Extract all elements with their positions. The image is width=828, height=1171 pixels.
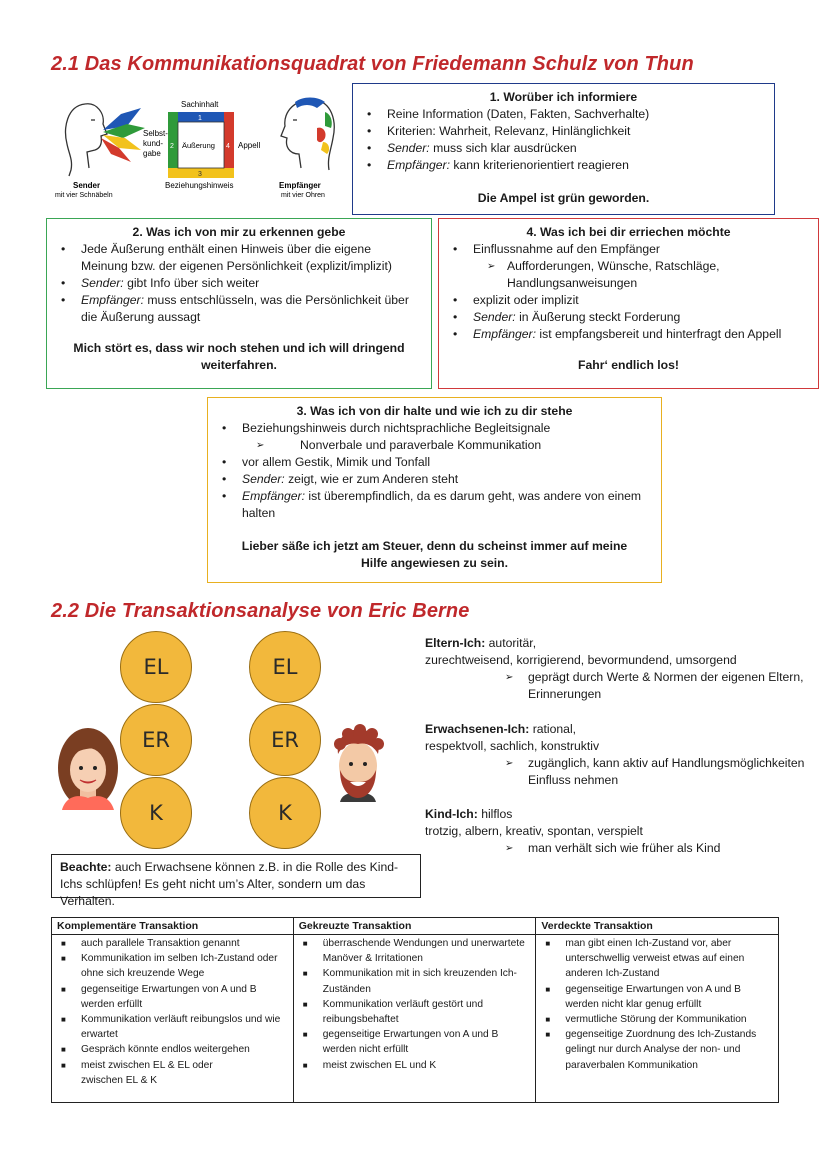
box3-title: 3. Was ich von dir halte und wie ich zu dir stehe [296, 404, 573, 418]
box4-empf-label: Empfänger: [473, 327, 537, 341]
label-n1: 1 [198, 115, 202, 122]
section2-title: 2.2 Die Transaktionsanalyse von Eric Berne [51, 600, 470, 622]
coin-left-er [120, 704, 192, 776]
ear-red-icon [317, 128, 326, 143]
erwachsenen-text: rational, [529, 722, 577, 736]
box2-example: Mich stört es, dass wir noch stehen und ich will dringend weiterfahren. [73, 341, 405, 372]
label-beziehungshinweis: Beziehungshinweis [165, 181, 234, 190]
eltern-ich-description [425, 635, 805, 703]
list-item: ■ gegenseitige Erwartungen von A und B werden erfüllt [55, 982, 290, 1012]
list-item: ■ auch parallele Transaktion genannt [55, 936, 290, 951]
list-item: ■ gegenseitige Zuordnung des Ich-Zustands gelingt nur durch Analyse der non- und paraverbalen Kommunikation [539, 1027, 775, 1073]
coin-left-er-label: ER [142, 728, 170, 752]
box4-item-sender [449, 309, 808, 326]
eltern-text: autoritär, [485, 636, 537, 650]
box1-list [363, 106, 764, 174]
label-sachinhalt: Sachinhalt [181, 100, 219, 109]
cell-komplementaer [52, 935, 294, 1103]
coin-left-el-label: EL [143, 655, 169, 679]
erwachsenen-sub: ➢ zugänglich, kann aktiv auf Handlungsmöglichkeiten Einfluss nehmen [425, 755, 805, 789]
box2-item-empfaenger [57, 292, 421, 326]
box2-list [57, 241, 421, 326]
erwachsenen-ich-description [425, 721, 805, 789]
eltern-line2: zurechtweisend, korrigierend, bevormundend, umsorgend [425, 653, 737, 667]
cell-verdeckt [536, 935, 779, 1103]
coin-left-k-label: K [149, 801, 163, 825]
box3-sub-1: ➢ Nonverbale und paraverbale Kommunikation [218, 437, 651, 454]
coin-right-er [249, 704, 321, 776]
list-item: ■ vermutliche Störung der Kommunikation [539, 1012, 775, 1027]
label-selbstkundgabe-3: gabe [143, 149, 161, 158]
box1-empf-text: kann kriterienorientiert reagieren [450, 158, 629, 172]
man-avatar-icon [326, 724, 390, 808]
table-header-row [52, 918, 779, 935]
ear-blue-icon [295, 98, 325, 109]
coin-right-er-label: ER [271, 728, 299, 752]
list-item: ■ meist zwischen EL & EL oder zwischen EL & K [55, 1058, 290, 1088]
box3-empf-label: Empfänger: [242, 489, 306, 503]
label-aeusserung: Äußerung [182, 141, 215, 150]
label-n4: 4 [226, 143, 230, 150]
box1-item-1: • Reine Information (Daten, Fakten, Sachverhalte) [363, 106, 764, 123]
list-item: ■ Kommunikation verläuft gestört und reibungsbehaftet [297, 997, 533, 1027]
ear-green-icon [325, 112, 332, 128]
kind-line2: trotzig, albern, kreativ, spontan, verspielt [425, 824, 643, 838]
kind-sub: ➢ man verhält sich wie früher als Kind [425, 840, 805, 857]
note-text: auch Erwachsene können z.B. in die Rolle des Kind-Ichs schlüpfen! Es geht nicht um’s Alter, sondern um das Verhalten. [60, 860, 399, 908]
label-n2: 2 [170, 143, 174, 150]
label-empfaenger: Empfänger [279, 181, 321, 190]
kind-ich-description [425, 806, 805, 857]
coin-right-k-label: K [278, 801, 292, 825]
box3-sender-label: Sender: [242, 472, 285, 486]
list-item: ■ man gibt einen Ich-Zustand vor, aber unterschwellig verweist etwas auf einen anderen Ich-Zustand [539, 936, 775, 982]
kommunikationsquadrat-diagram [55, 92, 345, 202]
box3-list [218, 420, 651, 522]
label-appell: Appell [238, 141, 261, 150]
kind-label: Kind-Ich: [425, 807, 478, 821]
label-selbstkundgabe-1: Selbst- [143, 129, 168, 138]
box4-item-1: • Einflussnahme auf den Empfänger [449, 241, 808, 258]
box1-item-empfaenger [363, 157, 764, 174]
coin-right-k [249, 777, 321, 849]
note-label: Beachte: [60, 860, 112, 874]
label-n3: 3 [198, 171, 202, 178]
list-item: ■ meist zwischen EL und K [297, 1058, 533, 1073]
box3-item-sender [218, 471, 651, 488]
box2-empf-label: Empfänger: [81, 293, 145, 307]
box2-sender-text: gibt Info über sich weiter [123, 276, 260, 290]
box2-item-1: • Jede Äußerung enthält einen Hinweis über die eigene Meinung bzw. der eigenen Persönlichkeit (explizit/implizit) [57, 241, 421, 275]
box-sachinhalt [352, 83, 775, 215]
box1-sender-label: Sender: [387, 141, 430, 155]
coin-right-el-label: EL [272, 655, 298, 679]
box1-item-2: • Kriterien: Wahrheit, Relevanz, Hinlänglichkeit [363, 123, 764, 140]
box1-sender-text: muss sich klar ausdrücken [429, 141, 577, 155]
box1-empf-label: Empfänger: [387, 158, 451, 172]
box4-sender-label: Sender: [473, 310, 516, 324]
sender-head-icon [66, 104, 107, 176]
box3-empf-text: ist überempfindlich, da es darum geht, was andere von einem halten [242, 489, 642, 520]
kind-text: hilflos [477, 807, 513, 821]
box4-item-empfaenger [449, 326, 808, 343]
box2-item-sender [57, 275, 421, 292]
coin-right-el [249, 631, 321, 703]
header-gekreuzt: Gekreuzte Transaktion [293, 918, 536, 935]
box4-title: 4. Was ich bei dir erriechen möchte [526, 225, 731, 239]
box3-sender-text: zeigt, wie er zum Anderen steht [284, 472, 459, 486]
box2-title: 2. Was ich von mir zu erkennen gebe [132, 225, 346, 239]
header-verdeckt: Verdeckte Transaktion [536, 918, 779, 935]
erwachsenen-line2: respektvoll, sachlich, konstruktiv [425, 739, 600, 753]
box3-item-2: • vor allem Gestik, Mimik und Tonfall [218, 454, 651, 471]
header-komplementaer: Komplementäre Transaktion [52, 918, 294, 935]
eltern-line1 [425, 635, 805, 652]
eltern-sub: ➢ geprägt durch Werte & Normen der eigenen Eltern, Erinnerungen [425, 669, 805, 703]
erwachsenen-line1 [425, 721, 805, 738]
box3-example: Lieber säße ich jetzt am Steuer, denn du scheinst immer auf meine Hilfe angewiesen zu sein. [241, 539, 628, 570]
box4-empf-text: ist empfangsbereit und hinterfragt den Appell [536, 327, 782, 341]
list-item: ■ Kommunikation verläuft reibungslos und wie erwartet [55, 1012, 290, 1042]
ear-yellow-icon [321, 142, 329, 154]
box1-example: Die Ampel ist grün geworden. [477, 191, 650, 205]
box1-item-sender [363, 140, 764, 157]
box4-example: Fahr‘ endlich los! [578, 358, 679, 372]
eltern-label: Eltern-Ich: [425, 636, 486, 650]
box1-title: 1. Worüber ich informiere [489, 90, 638, 104]
box4-sender-text: in Äußerung steckt Forderung [515, 310, 681, 324]
box4-list [449, 241, 808, 343]
box3-item-1: • Beziehungshinweis durch nichtsprachliche Begleitsignale [218, 420, 651, 437]
coin-left-el [120, 631, 192, 703]
list-item: ■ Kommunikation mit in sich kreuzenden Ich-Zuständen [297, 966, 533, 996]
transaction-table [51, 917, 779, 1103]
box2-sender-label: Sender: [81, 276, 124, 290]
list-item: ■ gegenseitige Erwartungen von A und B werden nicht klar genug erfüllt [539, 982, 775, 1012]
erwachsenen-label: Erwachsenen-Ich: [425, 722, 530, 736]
receiver-head-icon [281, 100, 334, 170]
box4-item-2: • explizit oder implizit [449, 292, 808, 309]
cell-gekreuzt [293, 935, 536, 1103]
note-box [51, 854, 421, 908]
woman-avatar-icon [56, 724, 120, 810]
box-beziehung [207, 397, 662, 583]
label-sender-sub: mit vier Schnäbeln [55, 192, 113, 199]
box-appell [438, 218, 819, 389]
box3-item-empfaenger [218, 488, 651, 522]
label-selbstkundgabe-2: kund- [143, 139, 164, 148]
section1-title: 2.1 Das Kommunikationsquadrat von Friedemann Schulz von Thun [51, 53, 694, 75]
kind-line1 [425, 806, 805, 823]
list-item: ■ überraschende Wendungen und unerwartete Manöver & Irritationen [297, 936, 533, 966]
list-item: ■ Kommunikation im selben Ich-Zustand oder ohne sich kreuzende Wege [55, 951, 290, 981]
box4-sub-1: ➢ Aufforderungen, Wünsche, Ratschläge, Handlungsanweisungen [449, 258, 808, 292]
label-sender: Sender [73, 181, 101, 190]
box2-empf-text: muss entschlüsseln, was die Persönlichkeit über die Äußerung aussagt [81, 293, 409, 324]
diagram-graphic [55, 92, 345, 202]
coin-left-k [120, 777, 192, 849]
list-item: ■ Gespräch könnte endlos weitergehen [55, 1042, 290, 1057]
box-selbstkundgabe [46, 218, 432, 389]
label-empfaenger-sub: mit vier Ohren [281, 192, 325, 199]
table-body-row [52, 935, 779, 1103]
list-item: ■ gegenseitige Erwartungen von A und B werden nicht erfüllt [297, 1027, 533, 1057]
